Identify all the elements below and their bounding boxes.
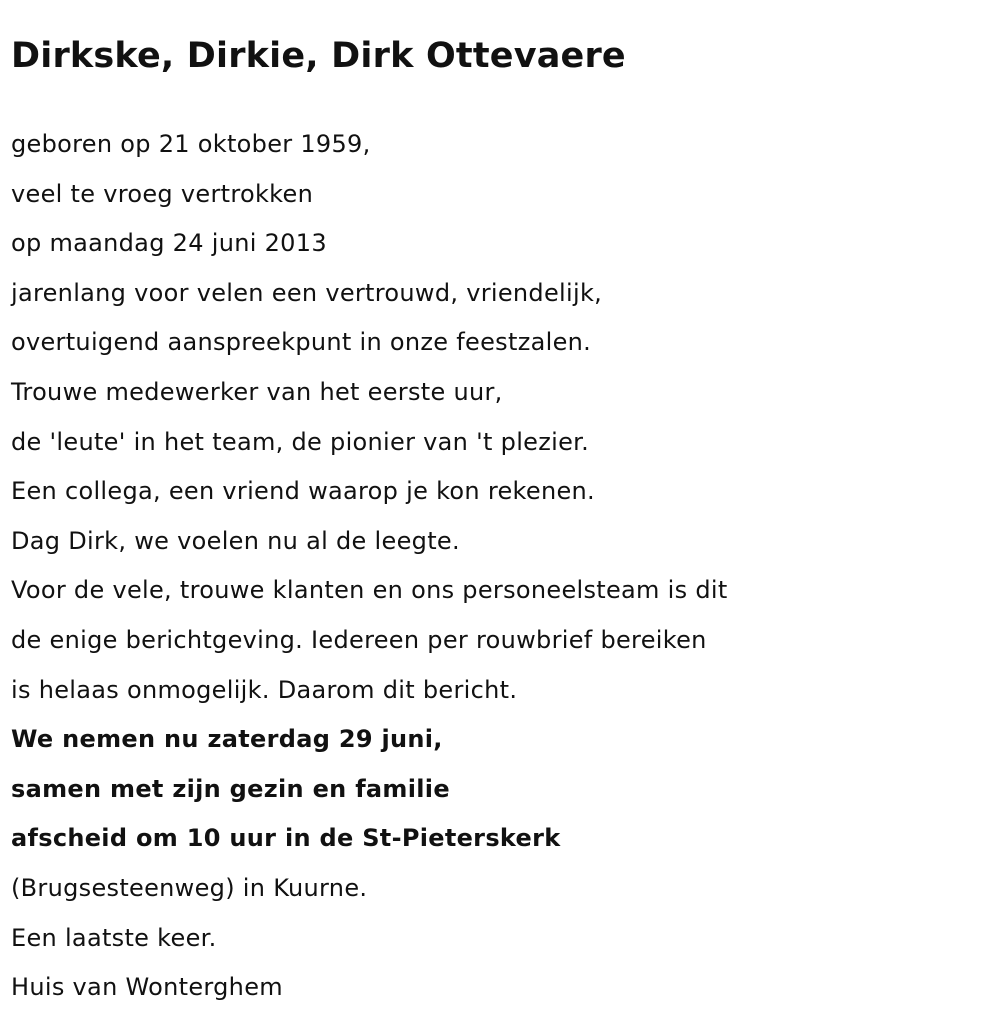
notice-line: Voor de vele, trouwe klanten en ons personeelsteam is dit (11, 576, 728, 605)
notice-line: de 'leute' in het team, de pionier van 't plezier. (11, 427, 590, 456)
notice-line: Een collega, een vriend waarop je kon rekenen. (11, 477, 595, 506)
notice-line: Dag Dirk, we voelen nu al de leegte. (11, 526, 460, 555)
notice-line: veel te vroeg vertrokken (11, 179, 314, 208)
notice-signature: Huis van Wonterghem (11, 973, 283, 1002)
notice-line-emphasis: We nemen nu zaterdag 29 juni, (11, 725, 443, 754)
notice-line: Een laatste keer. (11, 923, 217, 952)
notice-line-emphasis: afscheid om 10 uur in de St-Pieterskerk (11, 824, 561, 853)
notice-line: de enige berichtgeving. Iedereen per rouwbrief bereiken (11, 625, 707, 654)
notice-line: overtuigend aanspreekpunt in onze feestzalen. (11, 328, 592, 357)
page-title: Dirkske, Dirkie, Dirk Ottevaere (11, 36, 626, 76)
notice-line: op maandag 24 juni 2013 (11, 229, 327, 258)
notice-body (11, 120, 728, 1013)
notice-line: (Brugsesteenweg) in Kuurne. (11, 873, 368, 902)
notice-line: geboren op 21 oktober 1959, (11, 130, 371, 158)
notice-line: is helaas onmogelijk. Daarom dit bericht. (11, 675, 518, 704)
notice-line: jarenlang voor velen een vertrouwd, vriendelijk, (11, 278, 603, 307)
obituary-notice (11, 0, 1000, 1021)
notice-line-emphasis: samen met zijn gezin en familie (11, 774, 450, 803)
notice-line: Trouwe medewerker van het eerste uur, (11, 377, 503, 406)
